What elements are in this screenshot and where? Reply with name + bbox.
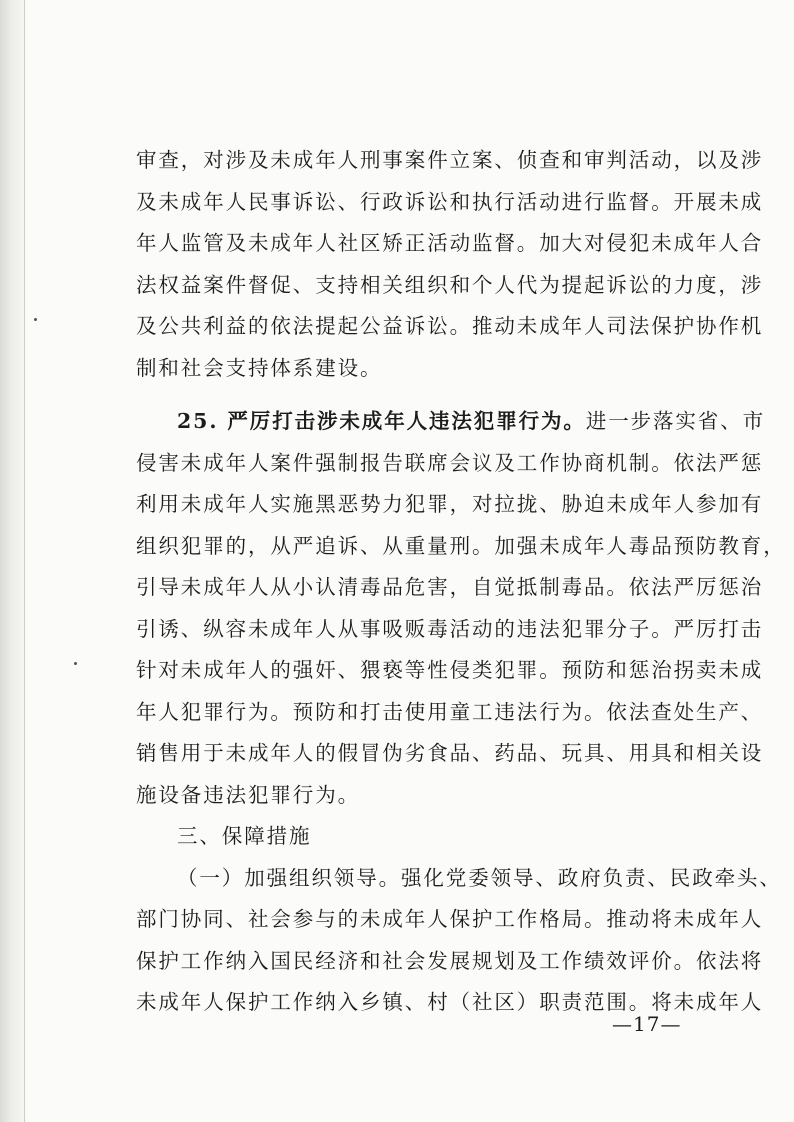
text-line	[136, 816, 706, 858]
line-text: 制和社会支持体系建设。	[136, 355, 383, 380]
text-line	[136, 775, 706, 817]
text-line	[136, 609, 764, 651]
text-line	[136, 858, 782, 900]
section-heading: 25. 严厉打击涉未成年人违法犯罪行为。	[177, 409, 586, 433]
line-text: 组织犯罪的，从严追诉、从重量刑。加强未成年人毒品预防教育，	[136, 533, 786, 558]
line-text: 三、保障措施	[177, 824, 312, 848]
line-text: 及未成年人民事诉讼、行政诉讼和执行活动进行监督。开展未成	[136, 189, 764, 214]
line-text: 引导未成年人从小认清毒品危害，自觉抵制毒品。依法严厉惩治	[136, 575, 764, 599]
line-text: 及公共利益的依法提起公益诉讼。推动未成年人司法保护协作机	[136, 314, 764, 338]
line-text: 部门协同、社会参与的未成年人保护工作格局。推动将未成年人	[136, 907, 764, 931]
line-text: 进一步落实省、市	[585, 409, 766, 433]
text-line	[136, 484, 764, 526]
line-text: （一）加强组织领导。强化党委领导、政府负责、民政牵头、	[177, 865, 782, 890]
text-line	[136, 941, 764, 983]
page-number: —17—	[612, 1012, 682, 1036]
line-text: 引诱、纵容未成年人从事吸贩毒活动的违法犯罪分子。严厉打击	[136, 616, 764, 641]
scan-binding-edge	[0, 0, 26, 1122]
scan-speck	[34, 318, 37, 321]
text-line	[136, 306, 764, 348]
text-line	[136, 733, 764, 775]
line-text: 未成年人保护工作纳入乡镇、村（社区）职责范围。将未成年人	[136, 990, 764, 1014]
line-text: 年人监管及未成年人社区矫正活动监督。加大对侵犯未成年人合	[136, 231, 764, 255]
line-text: 利用未成年人实施黑恶势力犯罪，对拉拢、胁迫未成年人参加有	[136, 492, 764, 516]
text-line	[136, 443, 764, 485]
line-text: 针对未成年人的强奸、猥亵等性侵类犯罪。预防和惩治拐卖未成	[136, 658, 764, 682]
text-line	[136, 899, 764, 941]
text-line	[136, 567, 764, 609]
line-text: 审查，对涉及未成年人刑事案件立案、侦查和审判活动，以及涉	[136, 148, 764, 172]
text-line	[136, 182, 764, 224]
body-text	[136, 140, 786, 1024]
text-line	[136, 348, 706, 390]
line-text: 年人犯罪行为。预防和打击使用童工违法行为。依法查处生产、	[136, 699, 764, 724]
text-line	[136, 692, 764, 734]
text-line	[136, 265, 764, 307]
line-text: 保护工作纳入国民经济和社会发展规划及工作绩效评价。依法将	[136, 948, 764, 973]
text-line	[136, 650, 764, 692]
line-text: 销售用于未成年人的假冒伪劣食品、药品、玩具、用具和相关设	[136, 741, 764, 765]
scan-speck	[74, 662, 77, 665]
line-text: 施设备违法犯罪行为。	[136, 782, 360, 807]
text-line	[136, 223, 764, 265]
line-text: 侵害未成年人案件强制报告联席会议及工作协商机制。依法严惩	[136, 450, 764, 475]
line-text: 法权益案件督促、支持相关组织和个人代为提起诉讼的力度，涉	[136, 272, 764, 297]
paragraph-gap	[136, 389, 706, 401]
scan-binding-line	[24, 0, 25, 1122]
text-line	[136, 526, 786, 568]
text-line	[136, 140, 764, 182]
text-line	[136, 401, 766, 443]
